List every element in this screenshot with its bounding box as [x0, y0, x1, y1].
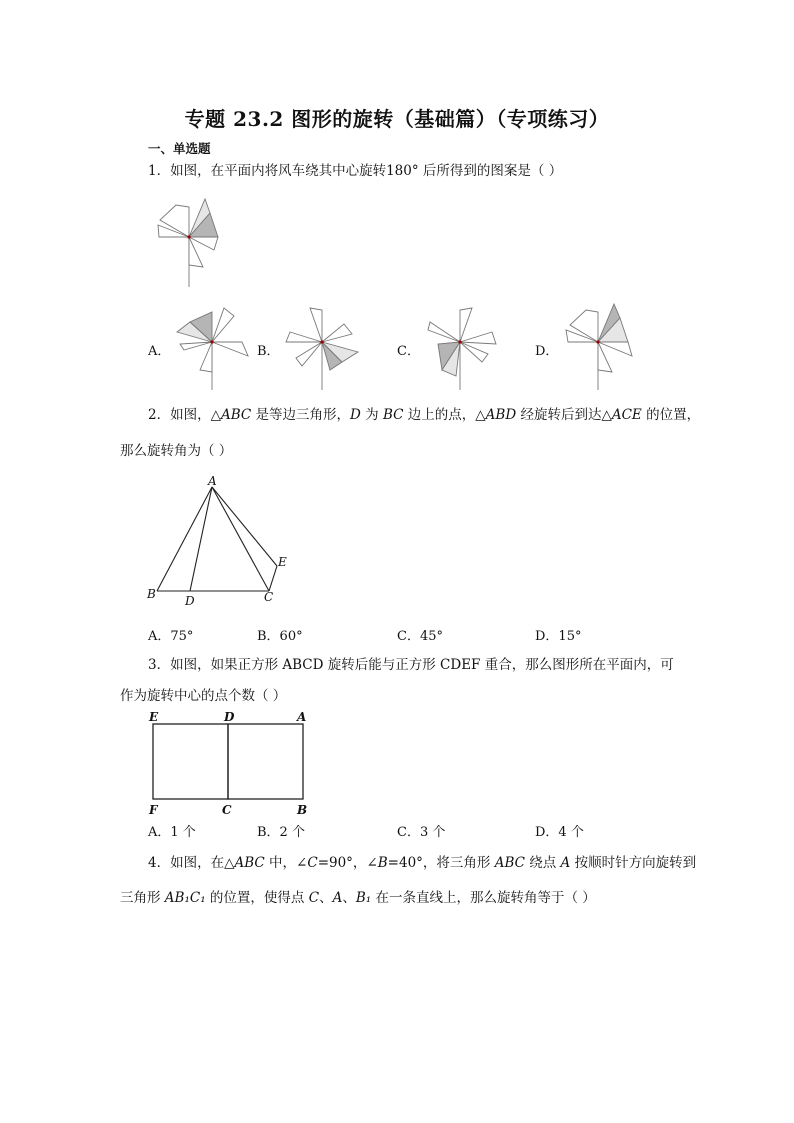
q1-option-d-pinwheel[interactable]: [558, 300, 638, 395]
label-c: C: [264, 590, 274, 604]
square-abcd: [228, 724, 303, 799]
squares-figure: [140, 706, 320, 818]
segment-ad: [190, 487, 212, 591]
label-d: D: [224, 710, 235, 724]
pinwheel-center: [187, 235, 190, 238]
q1-option-b-label[interactable]: B．: [257, 344, 280, 359]
q1-option-a-pinwheel[interactable]: [172, 300, 252, 395]
label-e: E: [149, 710, 159, 724]
q2-option-d[interactable]: D．15°: [535, 629, 582, 644]
q2-option-a[interactable]: A．75°: [148, 629, 194, 644]
q1-option-c-pinwheel[interactable]: [420, 300, 500, 395]
label-f: F: [149, 803, 158, 817]
question-4-line-1: 4．如图，在△ABC 中，∠C=90°，∠B=40°，将三角形 ABC 绕点 A 按顺时针方向旋转到: [148, 855, 697, 871]
question-1-text: 1．如图，在平面内将风车绕其中心旋转180° 后所得到的图案是（ ）: [148, 163, 563, 179]
square-cdef: [153, 724, 228, 799]
pinwheel-figure: [148, 195, 228, 290]
q3-option-c[interactable]: C．3 个: [397, 825, 446, 840]
question-4-line-2: 三角形 AB₁C₁ 的位置，使得点 C、A、B₁ 在一条直线上，那么旋转角等于（ ）: [120, 890, 596, 906]
q3-option-d[interactable]: D．4 个: [535, 825, 584, 840]
q1-option-a-label[interactable]: A．: [148, 344, 171, 359]
label-b: B: [147, 587, 156, 601]
question-2-line-1: 2．如图，△ABC 是等边三角形，D 为 BC 边上的点，△ABD 经旋转后到达△ACE 的位置，: [148, 407, 701, 423]
q3-option-a[interactable]: A．1 个: [148, 825, 196, 840]
side-ac: [212, 487, 269, 591]
label-d: D: [185, 594, 195, 608]
label-c: C: [222, 803, 232, 817]
q1-option-c-label[interactable]: C．: [397, 344, 420, 359]
question-3-line-2: 作为旋转中心的点个数（ ）: [120, 688, 287, 704]
question-2-line-2: 那么旋转角为（ ）: [120, 443, 233, 459]
label-e: E: [278, 555, 287, 569]
side-ab: [157, 487, 212, 591]
label-a: A: [297, 710, 307, 724]
q2-option-c[interactable]: C．45°: [397, 629, 443, 644]
label-a: A: [208, 474, 217, 488]
q1-option-d-label[interactable]: D．: [535, 344, 559, 359]
q3-option-b[interactable]: B．2 个: [257, 825, 305, 840]
segment-ce: [269, 566, 277, 591]
q1-option-b-pinwheel[interactable]: [282, 300, 362, 395]
q2-option-b[interactable]: B．60°: [257, 629, 303, 644]
page-title: 专题 23.2 图形的旋转（基础篇）（专项练习）: [184, 107, 610, 131]
label-b: B: [297, 803, 308, 817]
section-heading: 一、单选题: [148, 141, 211, 156]
segment-ae: [212, 487, 277, 566]
triangle-figure: [140, 470, 300, 610]
question-3-line-1: 3．如图，如果正方形 ABCD 旋转后能与正方形 CDEF 重合，那么图形所在平面内，可: [148, 657, 674, 673]
